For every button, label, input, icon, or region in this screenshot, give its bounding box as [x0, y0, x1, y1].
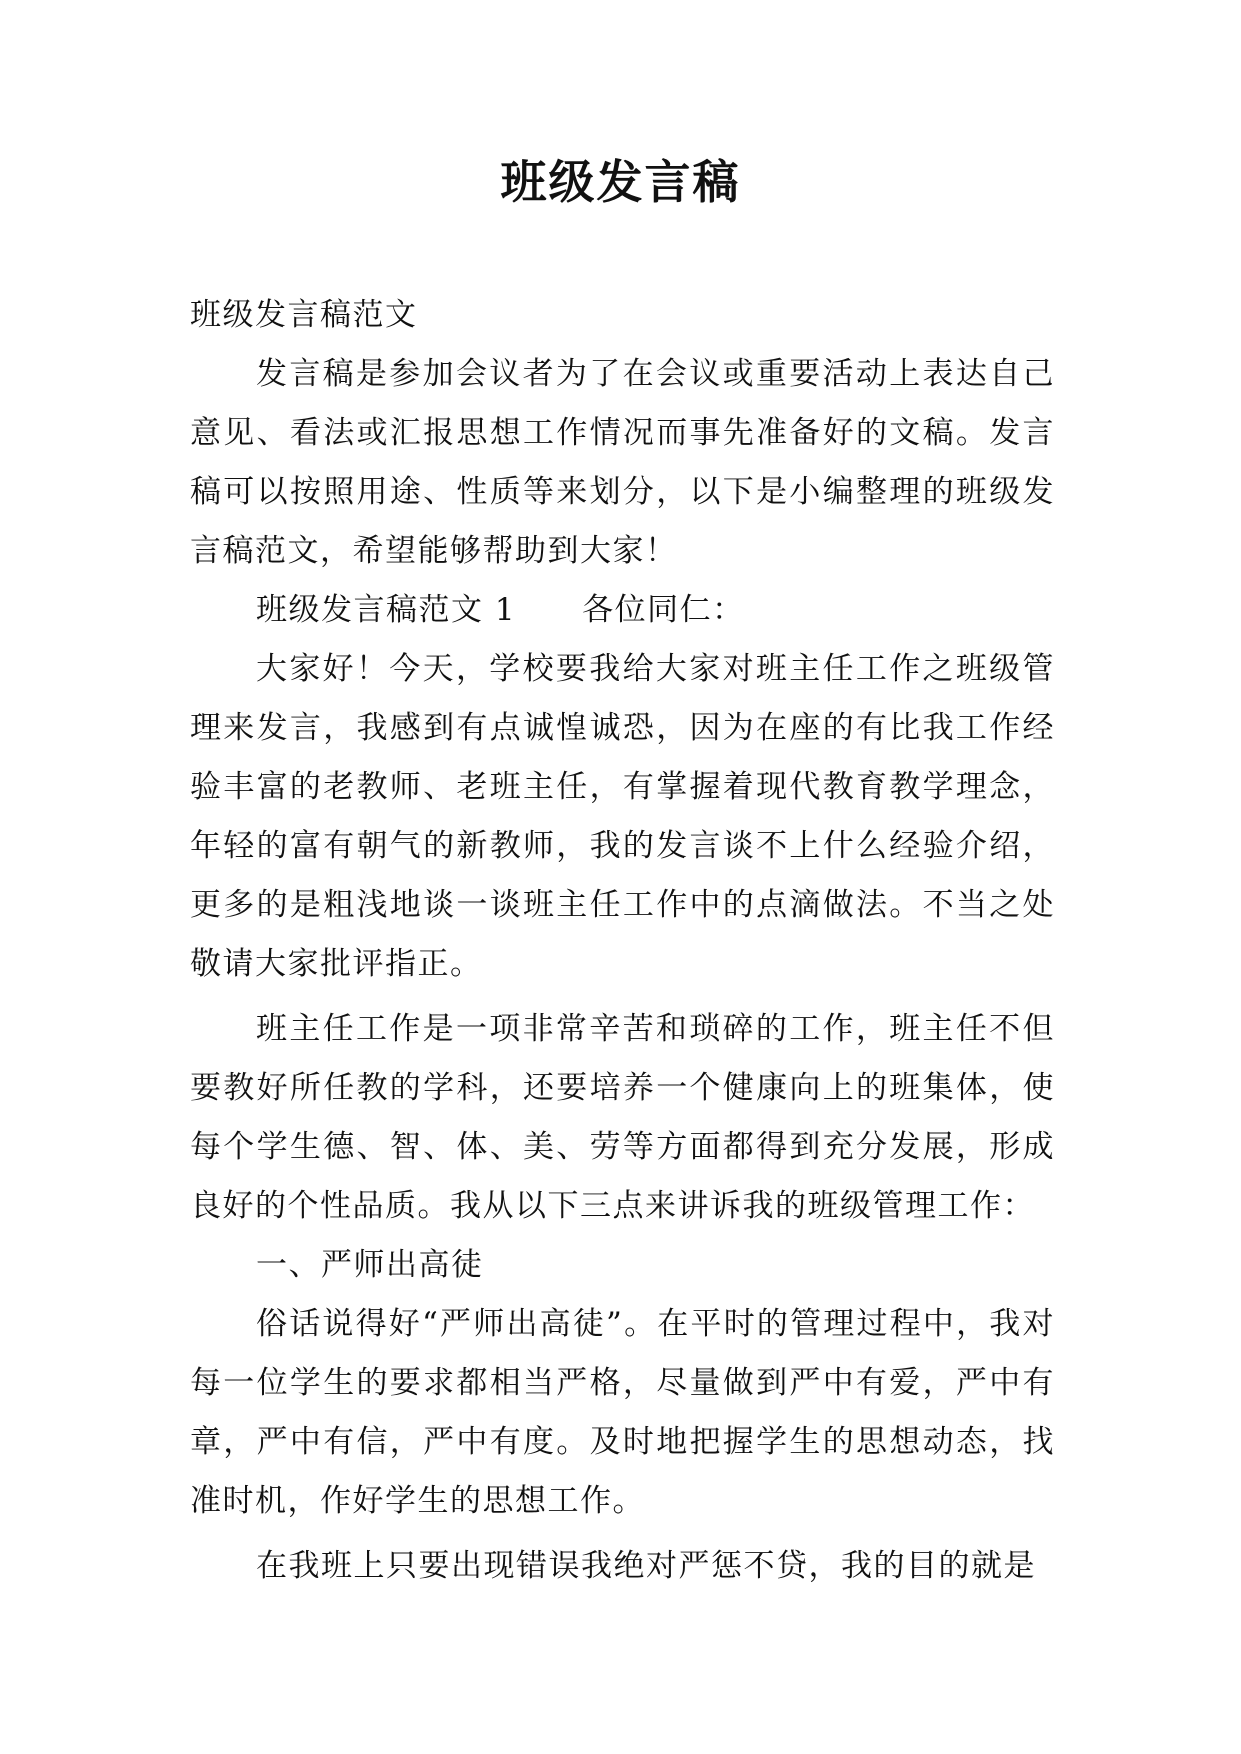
body-paragraph: 俗话说得好“严师出高徒”。在平时的管理过程中，我对每一位学生的要求都相当严格，尽量做到严中有爱，严中有章，严中有信，严中有度。及时地把握学生的思想动态，找准时机，作好学生的思想工作。 [190, 1306, 1055, 1519]
body-paragraph: 班主任工作是一项非常辛苦和琐碎的工作，班主任不但要教好所任教的学科，还要培养一个健康向上的班集体，使每个学生德、智、体、美、劳等方面都得到充分发展，形成良好的个性品质。我从以下三点来讲诉我的班级管理工作： [190, 1011, 1055, 1224]
sample-title: 班级发言稿范文 1 [256, 592, 517, 628]
salutation: 各位同仁： [582, 592, 745, 628]
subheading: 一、严师出高徒 [256, 1247, 484, 1283]
sample-heading-line [190, 581, 1055, 640]
document-body [190, 286, 1055, 1596]
body-paragraph: 在我班上只要出现错误我绝对严惩不贷，我的目的就是 [256, 1548, 1036, 1584]
intro-paragraph: 发言稿是参加会议者为了在会议或重要活动上表达自己意见、看法或汇报思想工作情况而事先准备好的文稿。发言稿可以按照用途、性质等来划分，以下是小编整理的班级发言稿范文，希望能够帮助到大家！ [190, 356, 1055, 569]
document-title: 班级发言稿 [500, 155, 741, 209]
section-heading: 班级发言稿范文 [190, 297, 418, 333]
body-paragraph: 大家好！今天，学校要我给大家对班主任工作之班级管理来发言，我感到有点诚惶诚恐，因为在座的有比我工作经验丰富的老教师、老班主任，有掌握着现代教育教学理念，年轻的富有朝气的新教师，我的发言谈不上什么经验介绍，更多的是粗浅地谈一谈班主任工作中的点滴做法。不当之处敬请大家批评指正。 [190, 651, 1055, 982]
